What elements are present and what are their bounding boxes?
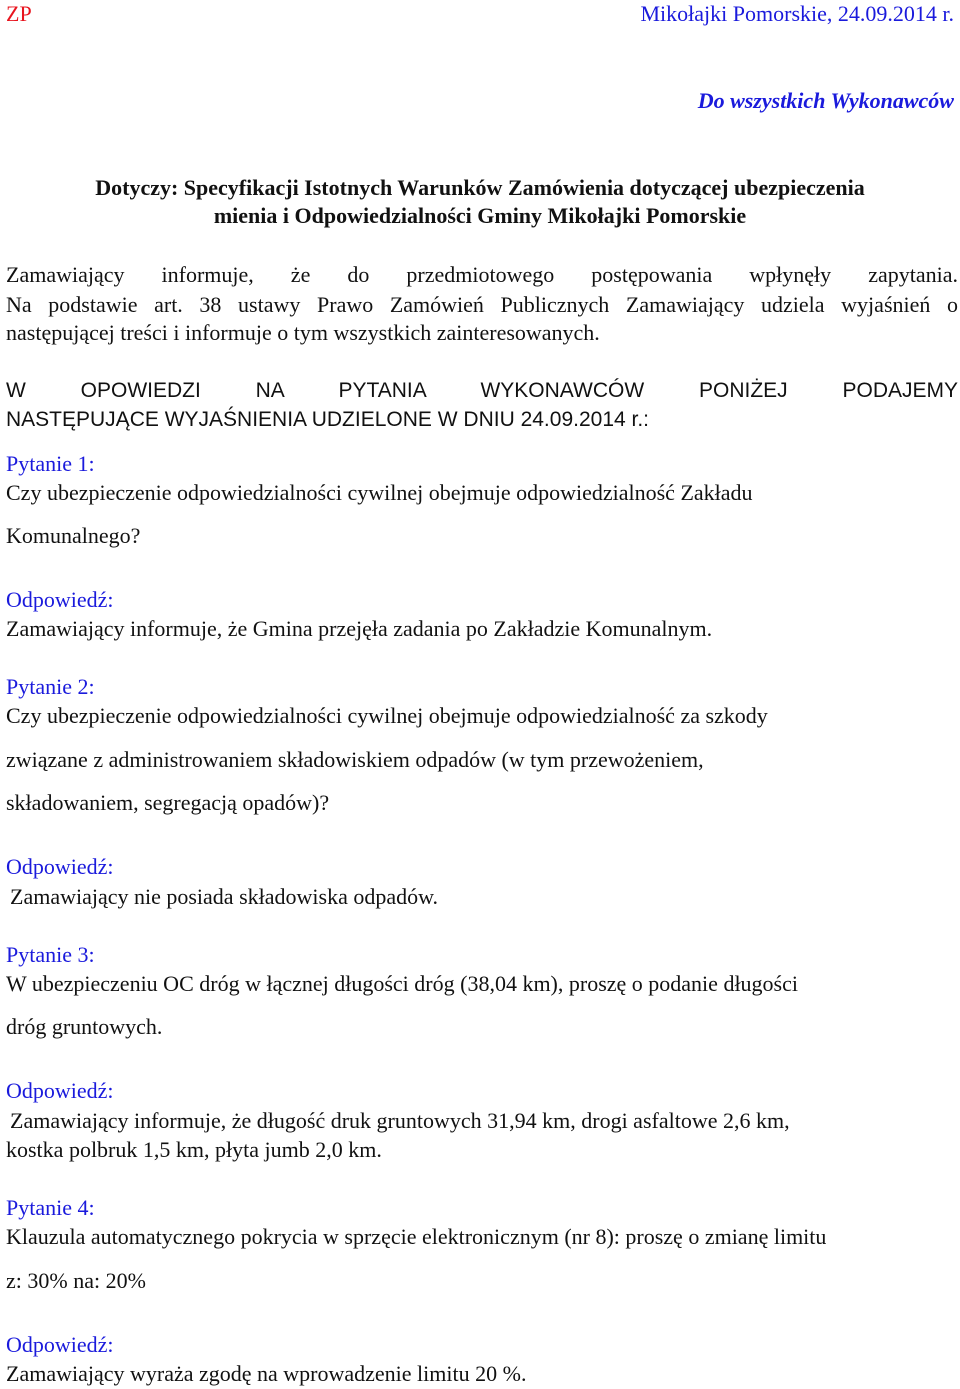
question-2-label: Pytanie 2: <box>6 674 95 699</box>
question-3-text-line-2: dróg gruntowych. <box>6 1014 163 1039</box>
subject-line-2: mienia i Odpowiedzialności Gminy Mikołajki Pomorskie <box>213 203 747 228</box>
question-1-text-line-1: Czy ubezpieczenie odpowiedzialności cywilnej obejmuje odpowiedzialność Zakładu <box>6 480 753 505</box>
question-2-text-line-2: związane z administrowaniem składowiskiem odpadów (w tym przewożeniem, <box>6 747 704 772</box>
question-4-label: Pytanie 4: <box>6 1195 95 1220</box>
intro-line-2: Na podstawie art. 38 ustawy Prawo Zamówień Publicznych Zamawiający udziela wyjaśnień o <box>6 292 958 317</box>
notice-line-2: NASTĘPUJĄCE WYJAŚNIENIA UDZIELONE W DNIU 24.09.2014 r.: <box>6 408 650 431</box>
answer-4-label: Odpowiedź: <box>6 1332 114 1357</box>
answer-1-label: Odpowiedź: <box>6 587 114 612</box>
place-date: Mikołajki Pomorskie, 24.09.2014 r. <box>640 1 954 26</box>
document-code: ZP <box>6 1 32 26</box>
intro-line-3: następującej treści i informuje o tym wszystkich zainteresowanych. <box>6 320 600 345</box>
question-2-text-line-3: składowaniem, segregacją opadów)? <box>6 790 330 815</box>
answer-3-text-line-2: kostka polbruk 1,5 km, płyta jumb 2,0 km. <box>6 1137 382 1162</box>
answer-1-text-line-1: Zamawiający informuje, że Gmina przejęła zadania po Zakładzie Komunalnym. <box>6 616 713 641</box>
answer-3-label: Odpowiedź: <box>6 1078 114 1103</box>
recipient-line: Do wszystkich Wykonawców <box>697 88 954 113</box>
answer-2-label: Odpowiedź: <box>6 854 114 879</box>
notice-line-1: W OPOWIEDZI NA PYTANIA WYKONAWCÓW PONIŻEJ PODAJEMY <box>6 379 958 402</box>
intro-line-1: Zamawiający informuje, że do przedmiotowego postępowania wpłynęły zapytania. <box>6 262 958 287</box>
question-1-label: Pytanie 1: <box>6 451 95 476</box>
question-3-text-line-1: W ubezpieczeniu OC dróg w łącznej długości dróg (38,04 km), proszę o podanie długości <box>6 971 798 996</box>
question-3-label: Pytanie 3: <box>6 942 95 967</box>
answer-4-text-line-1: Zamawiający wyraża zgodę na wprowadzenie limitu 20 %. <box>6 1361 527 1386</box>
answer-3-text-line-1: Zamawiający informuje, że długość druk gruntowych 31,94 km, drogi asfaltowe 2,6 km, <box>10 1108 790 1133</box>
question-1-text-line-2: Komunalnego? <box>6 523 141 548</box>
answer-2-text-line-1: Zamawiający nie posiada składowiska odpadów. <box>10 884 439 909</box>
question-4-text-line-1: Klauzula automatycznego pokrycia w sprzęcie elektronicznym (nr 8): proszę o zmianę limitu <box>6 1224 827 1249</box>
subject-line-1: Dotyczy: Specyfikacji Istotnych Warunków Zamówienia dotyczącej ubezpieczenia <box>95 175 865 200</box>
question-2-text-line-1: Czy ubezpieczenie odpowiedzialności cywilnej obejmuje odpowiedzialność za szkody <box>6 703 768 728</box>
question-4-text-line-2: z: 30% na: 20% <box>6 1268 146 1293</box>
